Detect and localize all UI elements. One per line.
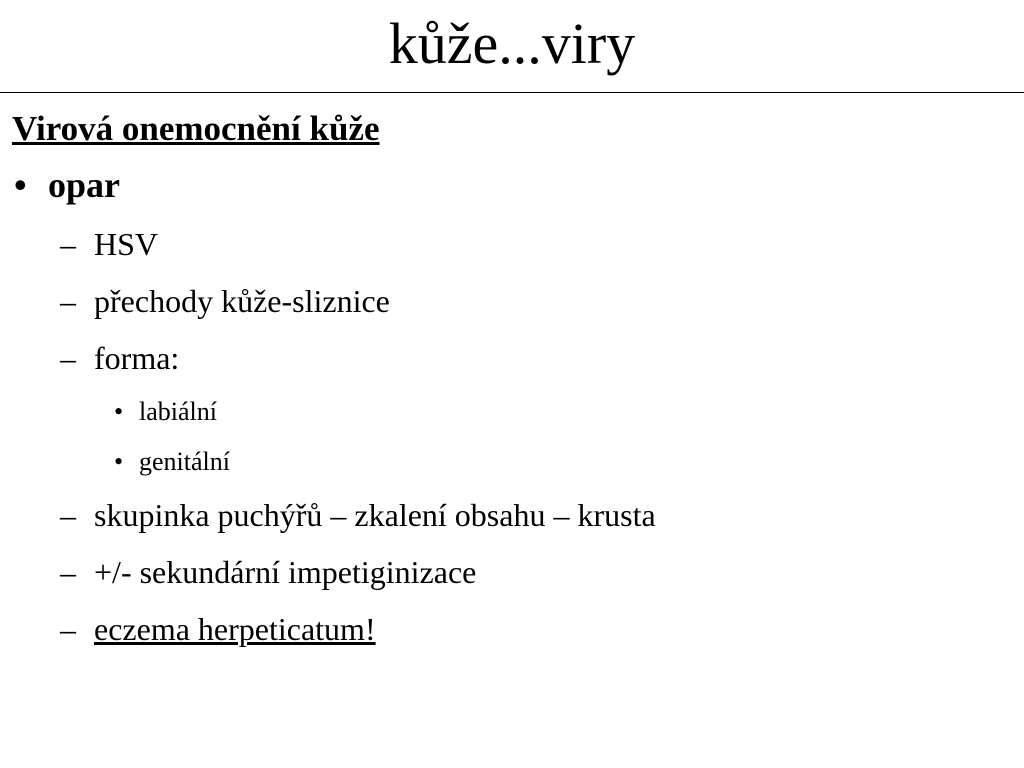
dash-bullet: – [60,611,76,647]
dash-bullet: – [60,283,76,319]
title-divider [0,92,1024,93]
disc-bullet: • [114,397,124,426]
slide-title: kůže...viry [388,11,636,76]
list-item-labialni [12,389,1012,439]
list-item-text: labiální [139,397,217,426]
list-item-genitalni [12,439,1012,489]
section-heading: Virová onemocnění kůže [12,109,380,148]
list-item-impetiginizace [12,546,1012,603]
list-item-opar [12,158,1012,218]
list-item-hsv [12,218,1012,275]
dash-bullet: – [60,497,76,533]
dash-bullet: – [60,226,76,262]
disc-bullet: • [114,447,124,476]
disc-bullet: • [14,165,27,205]
list-item-text: HSV [94,226,159,262]
list-item-text: genitální [139,447,230,476]
slide-content [12,104,1012,660]
list-item-forma [12,332,1012,389]
list-item-prechody [12,275,1012,332]
list-item-text: forma: [94,340,180,376]
list-item-text: opar [48,165,120,205]
list-item-text: skupinka puchýřů – zkalení obsahu – krusta [94,497,656,533]
list-item-text: přechody kůže-sliznice [94,283,390,319]
list-item-text: +/- sekundární impetiginizace [94,554,477,590]
dash-bullet: – [60,340,76,376]
dash-bullet: – [60,554,76,590]
list-item-text: eczema herpeticatum! [94,611,376,647]
list-item-eczema [12,603,1012,660]
list-item-skupinka [12,489,1012,546]
